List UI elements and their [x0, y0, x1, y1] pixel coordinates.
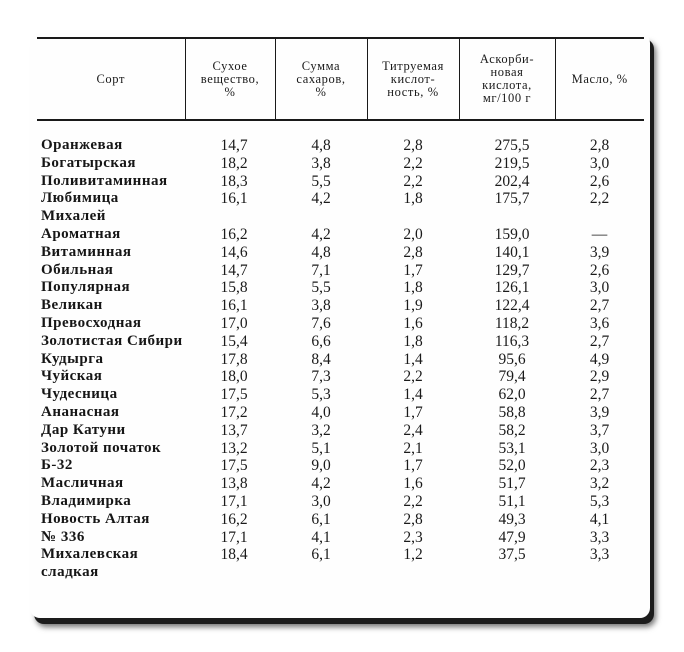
sugar-cell: 6,1 — [311, 546, 331, 564]
acidity-cell: 1,7 — [403, 457, 423, 475]
sugar-cell: 4,2 — [311, 475, 331, 493]
sugar-cell: 7,1 — [311, 261, 331, 279]
variety-cell: № 336 — [41, 528, 85, 545]
dry-matter-cell: 16,1 — [220, 190, 248, 208]
sugar-cell: 3,8 — [311, 297, 331, 315]
variety-cell: Великан — [41, 297, 103, 314]
variety-cell: Чудесница — [41, 386, 118, 403]
oil-cell: 2,3 — [589, 457, 610, 475]
table-row — [37, 368, 644, 386]
dry-matter-cell: 13,8 — [220, 475, 248, 493]
table-row — [37, 457, 644, 475]
acidity-cell: 2,8 — [403, 243, 423, 261]
acidity-cell: 2,8 — [403, 137, 423, 154]
dry-matter-cell: 17,2 — [220, 403, 248, 421]
table-row — [37, 475, 644, 493]
sugar-cell: 7,6 — [311, 314, 331, 332]
oil-column-header — [555, 38, 644, 120]
table-row — [37, 297, 644, 315]
ascorbic-acid-cell: 159,0 — [494, 225, 530, 243]
table-row — [37, 546, 644, 582]
header-line: Аскорби- — [479, 52, 535, 66]
ascorbic-acid-cell: 49,3 — [498, 510, 526, 528]
table-row — [37, 529, 644, 547]
dry-matter-cell: 14,7 — [220, 137, 248, 154]
dry-matter-cell: 14,7 — [220, 261, 248, 279]
table-row — [37, 351, 644, 369]
dry-matter-cell: 14,6 — [220, 243, 248, 261]
ascorbic-acid-cell: 126,1 — [494, 279, 530, 297]
ascorbic-acid-cell: 122,4 — [494, 297, 530, 315]
header-line: мг/100 г — [482, 91, 532, 105]
sugar-cell: 3,0 — [311, 492, 331, 510]
ascorbic-acid-cell: 140,1 — [494, 243, 530, 261]
dry-matter-cell: 16,2 — [220, 225, 248, 243]
header-line: кислот- — [390, 71, 436, 86]
table-body — [37, 120, 644, 582]
variety-cell: Превосходная — [41, 314, 142, 331]
oil-cell: 2,6 — [589, 261, 610, 279]
variety-cell: Богатырская — [41, 154, 136, 171]
acidity-cell: 2,1 — [403, 439, 423, 457]
dry-matter-cell: 15,4 — [220, 332, 248, 350]
acidity-cell: 2,2 — [403, 492, 423, 510]
dry-matter-cell: 18,4 — [220, 546, 248, 564]
dry-matter-cell: 13,7 — [220, 421, 248, 439]
variety-cell: Новость Алтая — [41, 510, 150, 527]
sugar-cell: 6,6 — [311, 332, 331, 350]
header-line: Сумма — [301, 58, 341, 73]
variety-cell: Любимица Михалей — [41, 190, 119, 225]
ascorbic-acid-cell: 129,7 — [494, 261, 530, 279]
ascorbic-acid-cell: 62,0 — [498, 386, 526, 404]
sugar-cell: 6,1 — [311, 510, 331, 528]
dry-matter-cell: 13,2 — [220, 439, 248, 457]
header-line: ность, % — [387, 84, 439, 99]
header-line: Сорт — [96, 71, 126, 86]
oil-cell: 3,6 — [589, 314, 610, 332]
ascorbic-acid-cell: 219,5 — [494, 154, 530, 172]
oil-cell: 5,3 — [589, 492, 610, 510]
table-row — [37, 226, 644, 244]
ascorbic-acid-cell: 95,6 — [498, 350, 526, 368]
oil-cell: 3,0 — [589, 439, 610, 457]
acidity-cell: 1,8 — [403, 190, 423, 208]
variety-cell: Чуйская — [41, 368, 103, 385]
ascorbic-acid-cell: 202,4 — [494, 172, 530, 190]
table-row — [37, 315, 644, 333]
ascorbic-acid-cell: 58,8 — [498, 403, 526, 421]
acidity-cell: 2,4 — [403, 421, 423, 439]
table-row — [37, 511, 644, 529]
ascorbic-acid-cell: 51,1 — [498, 492, 526, 510]
table-row — [37, 333, 644, 351]
ascorbic-acid-cell: 47,9 — [498, 528, 526, 546]
header-line: Титруемая — [382, 58, 444, 73]
dry-matter-cell: 17,8 — [220, 350, 248, 368]
sugar-cell: 5,5 — [311, 279, 331, 297]
header-line: новая — [490, 65, 524, 79]
oil-cell: 2,9 — [589, 368, 610, 386]
dry-matter-cell: 16,1 — [220, 297, 248, 315]
oil-cell: 4,1 — [589, 510, 610, 528]
acidity-cell: 2,2 — [403, 368, 423, 386]
dry-matter-column-header — [185, 38, 275, 120]
sugar-cell: 8,4 — [311, 350, 331, 368]
dry-matter-cell: 18,2 — [220, 154, 248, 172]
header-line: Масло, % — [571, 71, 628, 86]
acidity-cell: 1,6 — [403, 314, 423, 332]
variety-cell: Золотистая Сибири — [41, 332, 183, 349]
table-row — [37, 190, 644, 226]
ascorbic-acid-cell: 175,7 — [494, 190, 530, 208]
acidity-cell: 1,2 — [403, 546, 423, 564]
variety-cell: Ароматная — [41, 225, 121, 242]
acidity-column-header — [367, 38, 459, 120]
table-row — [37, 262, 644, 280]
oil-cell: 3,0 — [589, 279, 610, 297]
ascorbic-acid-column-header — [459, 38, 555, 120]
variety-cell: Поливитаминная — [41, 172, 168, 189]
acidity-cell: 2,3 — [403, 528, 423, 546]
oil-cell: 2,6 — [589, 172, 610, 190]
oil-cell: — — [591, 225, 608, 243]
ascorbic-acid-cell: 275,5 — [494, 137, 530, 154]
header-line: сахаров, — [296, 71, 346, 86]
ascorbic-acid-cell: 51,7 — [498, 475, 526, 493]
ascorbic-acid-cell: 53,1 — [498, 439, 526, 457]
sugar-cell: 4,2 — [311, 225, 331, 243]
dry-matter-cell: 17,5 — [220, 386, 248, 404]
header-line: вещество, — [200, 71, 260, 86]
acidity-cell: 1,8 — [403, 332, 423, 350]
sugar-cell: 4,2 — [311, 190, 331, 208]
variety-cell: Масличная — [41, 475, 124, 492]
dry-matter-cell: 15,8 — [220, 279, 248, 297]
oil-cell: 3,9 — [589, 403, 610, 421]
sugar-cell: 4,1 — [311, 528, 331, 546]
variety-column-header — [37, 38, 185, 120]
oil-cell: 3,9 — [589, 243, 610, 261]
acidity-cell: 1,8 — [403, 279, 423, 297]
table-row — [37, 422, 644, 440]
sugar-cell: 5,1 — [311, 439, 331, 457]
acidity-cell: 2,2 — [403, 154, 423, 172]
sugar-column-header — [275, 38, 367, 120]
variety-cell: Золотой початок — [41, 439, 162, 456]
ascorbic-acid-cell: 79,4 — [498, 368, 526, 386]
oil-cell: 3,2 — [589, 475, 610, 493]
table-row — [37, 404, 644, 422]
sugar-cell: 5,3 — [311, 386, 331, 404]
dry-matter-cell: 17,0 — [220, 314, 248, 332]
variety-cell: Обильная — [41, 261, 114, 278]
header-line: Сухое — [212, 58, 248, 73]
table-row — [37, 386, 644, 404]
sugar-cell: 3,8 — [311, 154, 331, 172]
oil-cell: 2,7 — [589, 386, 610, 404]
acidity-cell: 1,7 — [403, 261, 423, 279]
sugar-cell: 4,8 — [311, 137, 331, 154]
acidity-cell: 2,8 — [403, 510, 423, 528]
ascorbic-acid-cell: 118,2 — [494, 314, 530, 332]
document-page — [37, 37, 644, 612]
variety-cell: Популярная — [41, 279, 131, 296]
dry-matter-cell: 18,0 — [220, 368, 248, 386]
oil-cell: 2,8 — [589, 137, 610, 154]
table-header-row — [37, 38, 644, 120]
dry-matter-cell: 17,5 — [220, 457, 248, 475]
sugar-cell: 9,0 — [311, 457, 331, 475]
table-row — [37, 173, 644, 191]
sugar-cell: 4,8 — [311, 243, 331, 261]
ascorbic-acid-cell: 52,0 — [498, 457, 526, 475]
oil-cell: 2,7 — [589, 332, 610, 350]
sugar-cell: 5,5 — [311, 172, 331, 190]
ascorbic-acid-cell: 116,3 — [494, 332, 530, 350]
header-line: % — [315, 84, 327, 99]
sugar-cell: 3,2 — [311, 421, 331, 439]
sugar-cell: 4,0 — [311, 403, 331, 421]
acidity-cell: 1,7 — [403, 403, 423, 421]
table-row — [37, 279, 644, 297]
variety-cell: Ананасная — [41, 403, 120, 420]
dry-matter-cell: 16,2 — [220, 510, 248, 528]
dry-matter-cell: 17,1 — [220, 528, 248, 546]
table-row — [37, 440, 644, 458]
variety-cell: Витаминная — [41, 243, 132, 260]
header-line: % — [224, 84, 236, 99]
header-line: кислота, — [482, 78, 532, 92]
sugar-cell: 7,3 — [311, 368, 331, 386]
variety-cell: Дар Катуни — [41, 421, 126, 438]
variety-cell: Кудырга — [41, 350, 104, 367]
acidity-cell: 2,0 — [403, 225, 423, 243]
variety-cell: Б-32 — [41, 457, 73, 474]
acidity-cell: 1,4 — [403, 386, 423, 404]
ascorbic-acid-cell: 58,2 — [498, 421, 526, 439]
table-row — [37, 244, 644, 262]
oil-cell: 2,2 — [589, 190, 610, 208]
oil-cell: 3,0 — [589, 154, 610, 172]
ascorbic-acid-cell: 37,5 — [498, 546, 526, 564]
acidity-cell: 1,4 — [403, 350, 423, 368]
acidity-cell: 2,2 — [403, 172, 423, 190]
acidity-cell: 1,9 — [403, 297, 423, 315]
variety-cell: Владимирка — [41, 492, 132, 509]
table-row — [37, 155, 644, 173]
table-row — [37, 493, 644, 511]
cultivar-composition-table — [37, 37, 644, 582]
dry-matter-cell: 17,1 — [220, 492, 248, 510]
variety-cell: Михалевская сладкая — [41, 546, 139, 581]
variety-cell: Оранжевая — [41, 137, 123, 153]
oil-cell: 2,7 — [589, 297, 610, 315]
table-row — [37, 120, 644, 155]
acidity-cell: 1,6 — [403, 475, 423, 493]
oil-cell: 3,3 — [589, 528, 610, 546]
dry-matter-cell: 18,3 — [220, 172, 248, 190]
oil-cell: 3,7 — [589, 421, 610, 439]
oil-cell: 3,3 — [589, 546, 610, 564]
oil-cell: 4,9 — [589, 350, 610, 368]
